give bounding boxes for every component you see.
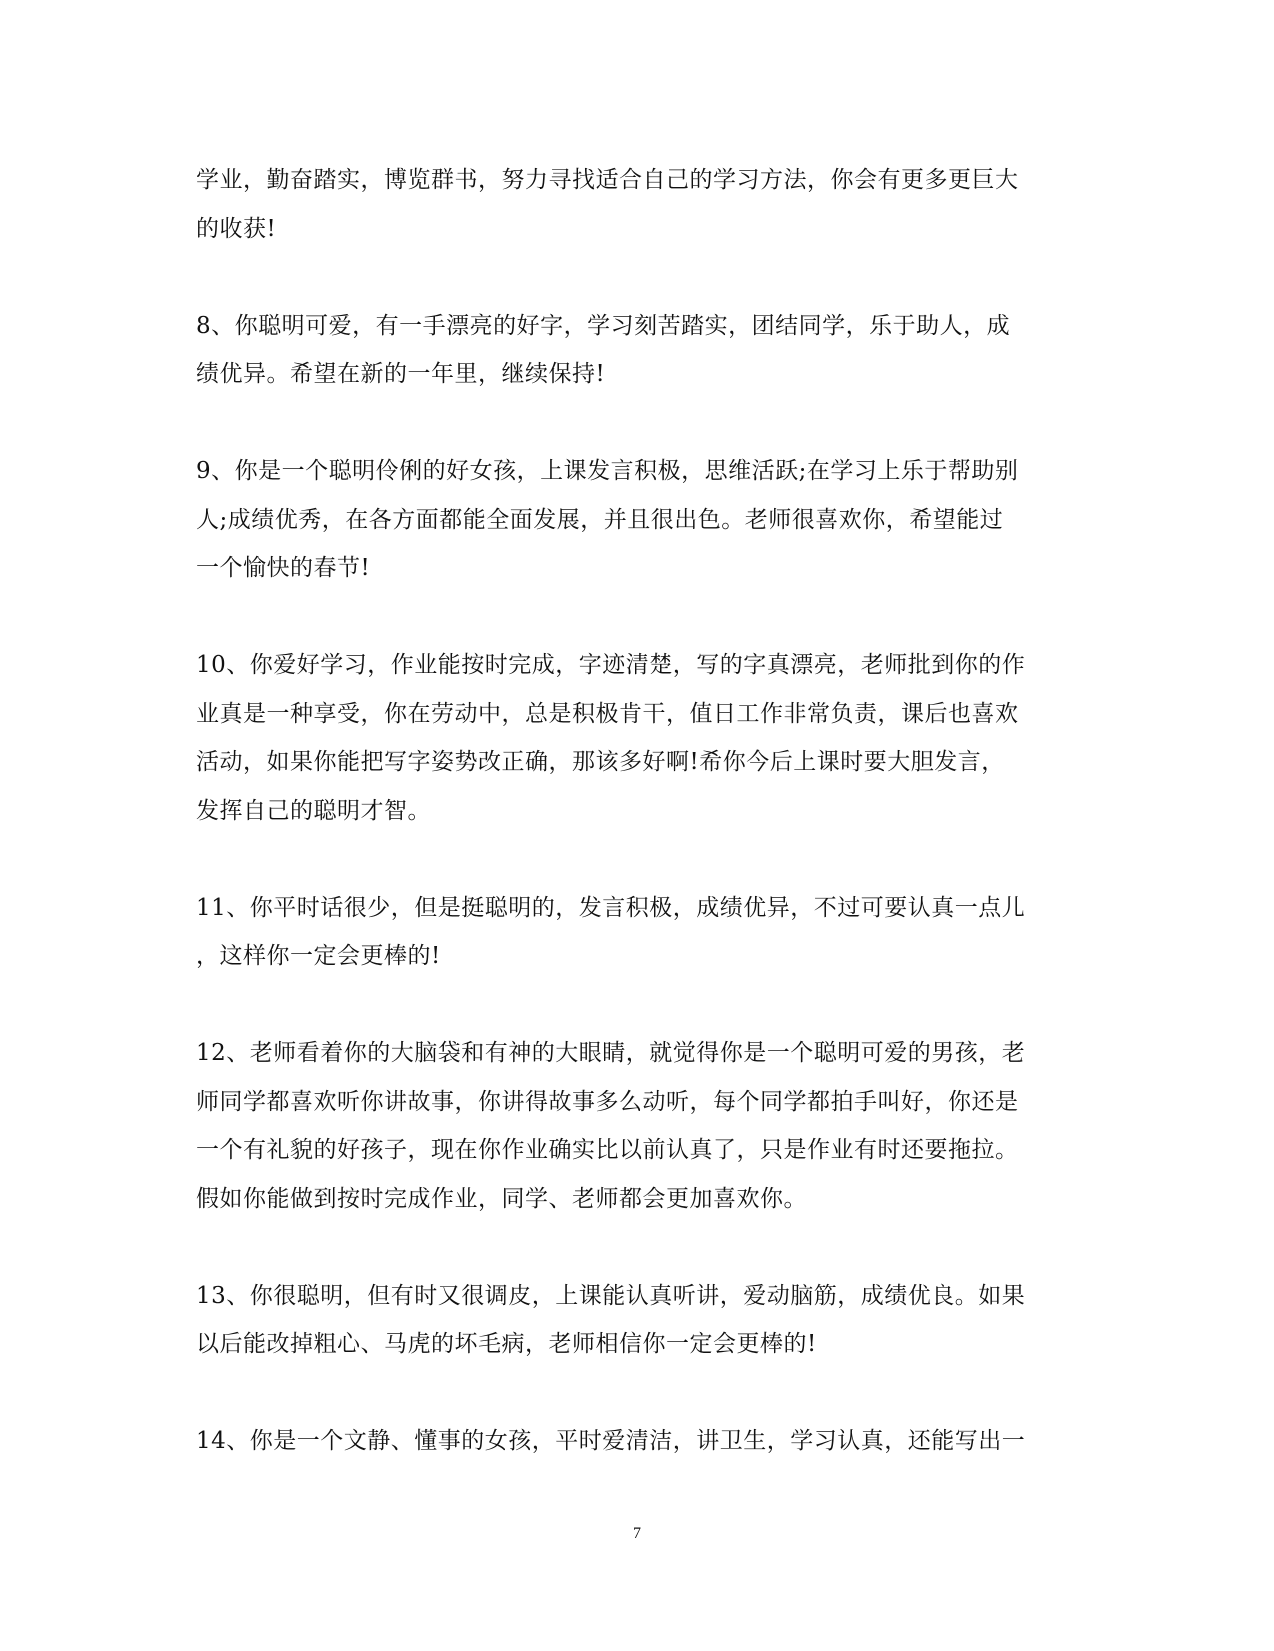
text-line: 8、你聪明可爱，有一手漂亮的好字，学习刻苦踏实，团结同学，乐于助人，成 bbox=[196, 312, 1011, 339]
paragraph-gap bbox=[196, 981, 1076, 1030]
text-line: 12、老师看着你的大脑袋和有神的大眼睛，就觉得你是一个聪明可爱的男孩，老 bbox=[196, 1040, 1026, 1066]
text-line: 一个有礼貌的好孩子，现在你作业确实比以前认真了，只是作业有时还要拖拉。 bbox=[196, 1137, 1019, 1163]
paragraph bbox=[196, 1272, 1076, 1369]
paragraph-gap bbox=[196, 1223, 1076, 1272]
paragraph bbox=[196, 1029, 1076, 1223]
text-line: 学业，勤奋踏实，博览群书，努力寻找适合自己的学习方法，你会有更多更巨大 bbox=[196, 167, 1019, 193]
paragraph-gap bbox=[196, 253, 1076, 302]
text-line: 绩优异。希望在新的一年里，继续保持! bbox=[196, 361, 606, 387]
paragraph bbox=[196, 641, 1076, 835]
text-line: 11、你平时话很少，但是挺聪明的，发言积极，成绩优异，不过可要认真一点儿 bbox=[196, 894, 1026, 921]
text-line: 的收获! bbox=[196, 215, 277, 242]
text-line: 10、你爱好学习，作业能按时完成，字迹清楚，写的字真漂亮，老师批到你的作 bbox=[196, 652, 1026, 678]
paragraph bbox=[196, 447, 1076, 593]
text-line: 14、你是一个文静、懂事的女孩，平时爱清洁，讲卫生，学习认真，还能写出一 bbox=[196, 1428, 1026, 1454]
text-line: 以后能改掉粗心、马虎的坏毛病，老师相信你一定会更棒的! bbox=[196, 1331, 817, 1357]
text-line: 师同学都喜欢听你讲故事，你讲得故事多么动听，每个同学都拍手叫好，你还是 bbox=[196, 1088, 1019, 1115]
text-line: 活动，如果你能把写字姿势改正确，那该多好啊!希你今后上课时要大胆发言， bbox=[196, 749, 1005, 775]
text-line: 人;成绩优秀，在各方面都能全面发展，并且很出色。老师很喜欢你，希望能过 bbox=[196, 506, 1004, 533]
text-line: 业真是一种享受，你在劳动中，总是积极肯干，值日工作非常负责，课后也喜欢 bbox=[196, 700, 1019, 727]
paragraph bbox=[196, 302, 1076, 399]
paragraph-gap bbox=[196, 593, 1076, 642]
paragraph bbox=[196, 1417, 1076, 1466]
text-line: ，这样你一定会更棒的! bbox=[196, 943, 441, 969]
paragraph-gap bbox=[196, 399, 1076, 448]
text-line: 一个愉快的春节! bbox=[196, 555, 371, 581]
page-number: 7 bbox=[633, 1525, 641, 1542]
paragraph bbox=[196, 884, 1076, 981]
text-line: 9、你是一个聪明伶俐的好女孩，上课发言积极，思维活跃;在学习上乐于帮助别 bbox=[196, 458, 1019, 484]
text-line: 发挥自己的聪明才智。 bbox=[196, 797, 431, 824]
text-line: 假如你能做到按时完成作业，同学、老师都会更加喜欢你。 bbox=[196, 1185, 807, 1212]
paragraph-gap bbox=[196, 835, 1076, 884]
text-line: 13、你很聪明，但有时又很调皮，上课能认真听讲，爱动脑筋，成绩优良。如果 bbox=[196, 1282, 1026, 1309]
paragraph-gap bbox=[196, 1369, 1076, 1418]
document-body bbox=[196, 156, 1076, 1466]
paragraph bbox=[196, 156, 1076, 253]
